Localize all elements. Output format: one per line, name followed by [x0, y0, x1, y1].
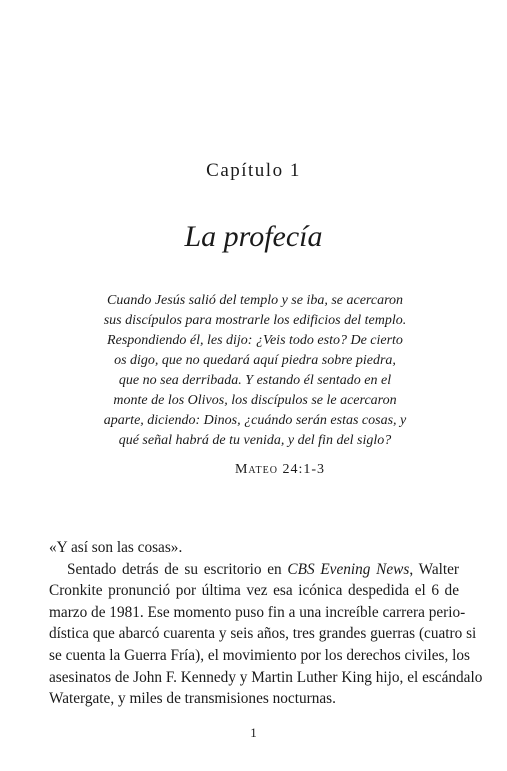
epigraph-line: Respondiendo él, les dijo: ¿Veis todo esto? De cierto [107, 333, 403, 348]
body-text-run: , Walter [409, 560, 459, 578]
epigraph-line: monte de los Olivos, los discípulos se le acercaron [113, 393, 397, 408]
epigraph-line: qué señal habrá de tu venida, y del fin del siglo? [118, 433, 392, 448]
body-line [49, 559, 459, 581]
epigraph-line: os digo, que no quedará aquí piedra sobre piedra, [114, 353, 396, 368]
body-line: marzo de 1981. Ese momento puso fin a una increíble carrera perio- [49, 603, 466, 621]
body-text-run: Sentado detrás de su escritorio en [67, 560, 288, 578]
chapter-label: Capítulo 1 [206, 160, 301, 181]
epigraph-line: aparte, diciendo: Dinos, ¿cuándo serán estas cosas, y [103, 413, 407, 428]
body-line: dística que abarcó cuarenta y seis años, tres grandes guerras (cuatro si [49, 625, 477, 643]
body-text [49, 537, 483, 710]
epigraph-line: que no sea derribada. Y estando él sentado en el [118, 373, 392, 388]
epigraph-source: Mateo 24:1-3 [234, 462, 326, 477]
body-line: asesinatos de John F. Kennedy y Martin Luther King hijo, el escándalo [49, 668, 483, 686]
body-line: Watergate, y miles de transmisiones nocturnas. [49, 690, 336, 708]
body-line: se cuenta la Guerra Fría), el movimiento por los derechos civiles, los [49, 646, 470, 664]
chapter-title: La profecía [184, 220, 323, 253]
body-line: Cronkite pronunció por última vez esa icónica despedida el 6 de [49, 582, 459, 600]
epigraph-line: sus discípulos para mostrarle los edificios del templo. [103, 313, 407, 328]
page-number: 1 [250, 725, 257, 740]
epigraph-line: Cuando Jesús salió del templo y se iba, se acercaron [106, 293, 404, 308]
body-line: «Y así son las cosas». [49, 539, 183, 556]
publication-title: CBS Evening News [287, 560, 410, 578]
epigraph [80, 291, 430, 451]
